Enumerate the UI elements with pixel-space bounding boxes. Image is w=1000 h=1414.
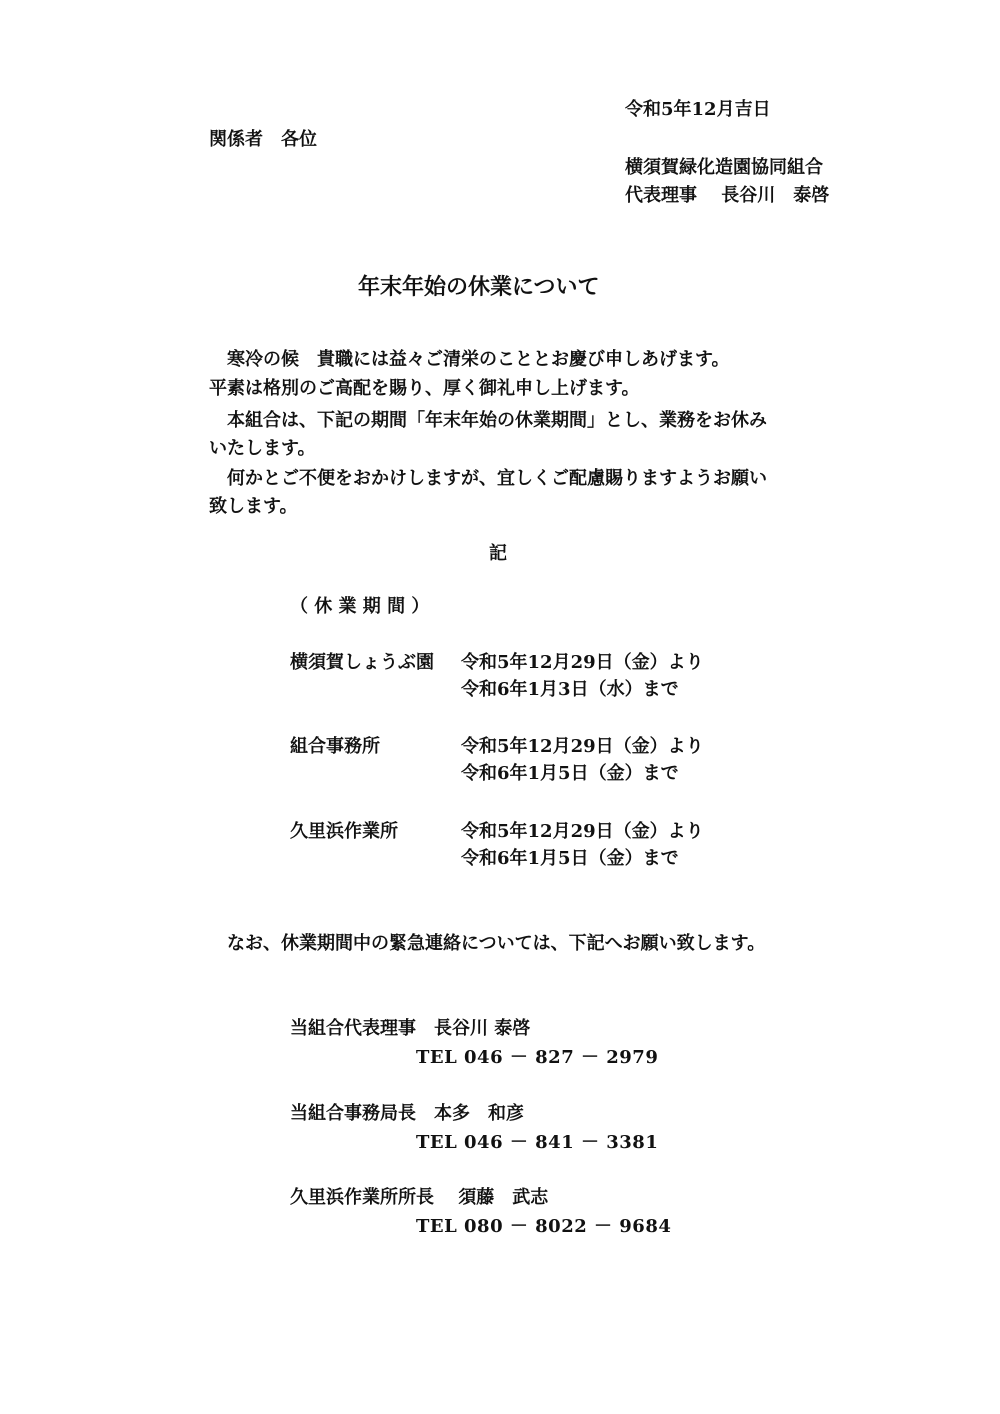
body-line-1: 寒冷の候 貴職には益々ご清栄のこととお慶び申しあげます。 xyxy=(209,349,730,370)
period-to: 令和6年1月3日（水）まで xyxy=(461,679,679,700)
contact-phone: TEL 046 － 827 － 2979 xyxy=(416,1047,659,1068)
body-line-6: 致します。 xyxy=(209,496,298,517)
period-from: 令和5年12月29日（金）より xyxy=(461,652,704,673)
body-line-5: 何かとご不便をおかけしますが、宜しくご配慮賜りますようお願い xyxy=(209,468,767,489)
body-line-4: いたします。 xyxy=(209,438,316,459)
period-place: 組合事務所 xyxy=(290,736,380,757)
contact-name: 久里浜作業所所長 須藤 武志 xyxy=(290,1187,549,1208)
contact-phone: TEL 046 － 841 － 3381 xyxy=(416,1132,659,1153)
emergency-note: なお、休業期間中の緊急連絡については、下記へお願い致します。 xyxy=(209,933,766,954)
recipient: 関係者 各位 xyxy=(209,129,317,150)
ki-heading: 記 xyxy=(489,543,507,564)
period-place: 横須賀しょうぶ園 xyxy=(290,652,434,673)
period-from: 令和5年12月29日（金）より xyxy=(461,821,704,842)
contact-phone: TEL 080 － 8022 － 9684 xyxy=(416,1216,672,1237)
sender-organization: 横須賀緑化造園協同組合 xyxy=(625,157,823,178)
contact-name: 当組合事務局長 本多 和彦 xyxy=(290,1103,524,1124)
document-title: 年末年始の休業について xyxy=(358,274,600,300)
body-line-2: 平素は格別のご高配を賜り、厚く御礼申し上げます。 xyxy=(209,378,640,399)
body-line-3: 本組合は、下記の期間「年末年始の休業期間」とし、業務をお休み xyxy=(209,410,767,431)
period-to: 令和6年1月5日（金）まで xyxy=(461,848,679,869)
document-date: 令和5年12月吉日 xyxy=(625,99,771,120)
period-from: 令和5年12月29日（金）より xyxy=(461,736,704,757)
sender-representative: 代表理事 長谷川 泰啓 xyxy=(625,185,830,206)
period-place: 久里浜作業所 xyxy=(290,821,398,842)
contact-name: 当組合代表理事 長谷川 泰啓 xyxy=(290,1018,531,1039)
period-heading: （ 休 業 期 間 ） xyxy=(290,596,430,617)
period-to: 令和6年1月5日（金）まで xyxy=(461,763,679,784)
